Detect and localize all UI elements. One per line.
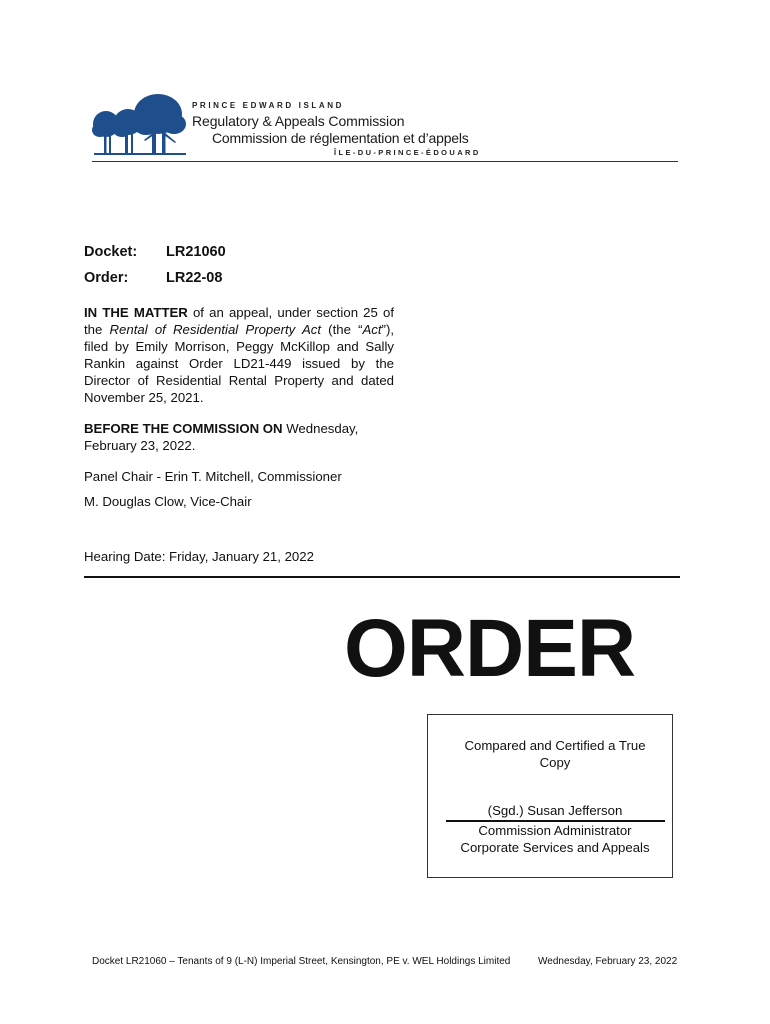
footer-case-reference: Docket LR21060 – Tenants of 9 (L-N) Imperial Street, Kensington, PE v. WEL Holdings Limited bbox=[92, 956, 511, 967]
docket-row bbox=[84, 244, 226, 260]
panel-chair: Panel Chair - Erin T. Mitchell, Commissioner bbox=[84, 469, 342, 484]
matter-text-3: ”), filed by Emily Morrison, Peggy McKillop and Sally Rankin against Order LD21-449 issued by the Director of Residential Rental Property and dated November 25, 2021. bbox=[84, 322, 394, 405]
order-row bbox=[84, 270, 222, 286]
before-lead: BEFORE THE COMMISSION ON bbox=[84, 421, 283, 436]
order-label: Order: bbox=[84, 270, 129, 286]
logo-name-english: Regulatory & Appeals Commission bbox=[192, 113, 405, 129]
matter-lead: IN THE MATTER bbox=[84, 305, 188, 320]
trees-logo-icon bbox=[92, 92, 188, 156]
order-title: ORDER bbox=[344, 603, 636, 694]
logo-province-french-line: ÎLE-DU-PRINCE-ÉDOUARD bbox=[334, 148, 481, 157]
docket-value: LR21060 bbox=[166, 244, 226, 260]
certification-line-1: Compared and Certified a True bbox=[464, 738, 646, 753]
section-divider bbox=[84, 576, 680, 578]
signatory-title-1: Commission Administrator bbox=[478, 823, 632, 838]
footer-date: Wednesday, February 23, 2022 bbox=[538, 956, 678, 967]
signatory-title bbox=[427, 822, 683, 856]
docket-label: Docket: bbox=[84, 244, 138, 260]
header-divider bbox=[92, 161, 678, 162]
matter-text-1: of an appeal, under section 25 of the bbox=[84, 305, 394, 337]
signature-line: (Sgd.) Susan Jefferson bbox=[487, 803, 623, 818]
certification-line-2: Copy bbox=[539, 755, 571, 770]
logo-name-french: Commission de réglementation et d’appels bbox=[212, 130, 469, 146]
panel-member: M. Douglas Clow, Vice-Chair bbox=[84, 494, 252, 509]
before-commission-paragraph bbox=[84, 420, 404, 454]
before-text: Wednesday, February 23, 2022. bbox=[84, 421, 359, 453]
act-name: Rental of Residential Property Act bbox=[109, 322, 321, 337]
act-short: Act bbox=[362, 322, 382, 337]
signatory-title-2: Corporate Services and Appeals bbox=[460, 840, 650, 855]
certification-statement bbox=[427, 737, 683, 771]
logo-province-line: PRINCE EDWARD ISLAND bbox=[192, 101, 345, 110]
order-value: LR22-08 bbox=[166, 270, 223, 286]
hearing-date: Hearing Date: Friday, January 21, 2022 bbox=[84, 549, 314, 564]
matter-text-2: (the “ bbox=[321, 322, 363, 337]
matter-paragraph bbox=[84, 304, 394, 406]
